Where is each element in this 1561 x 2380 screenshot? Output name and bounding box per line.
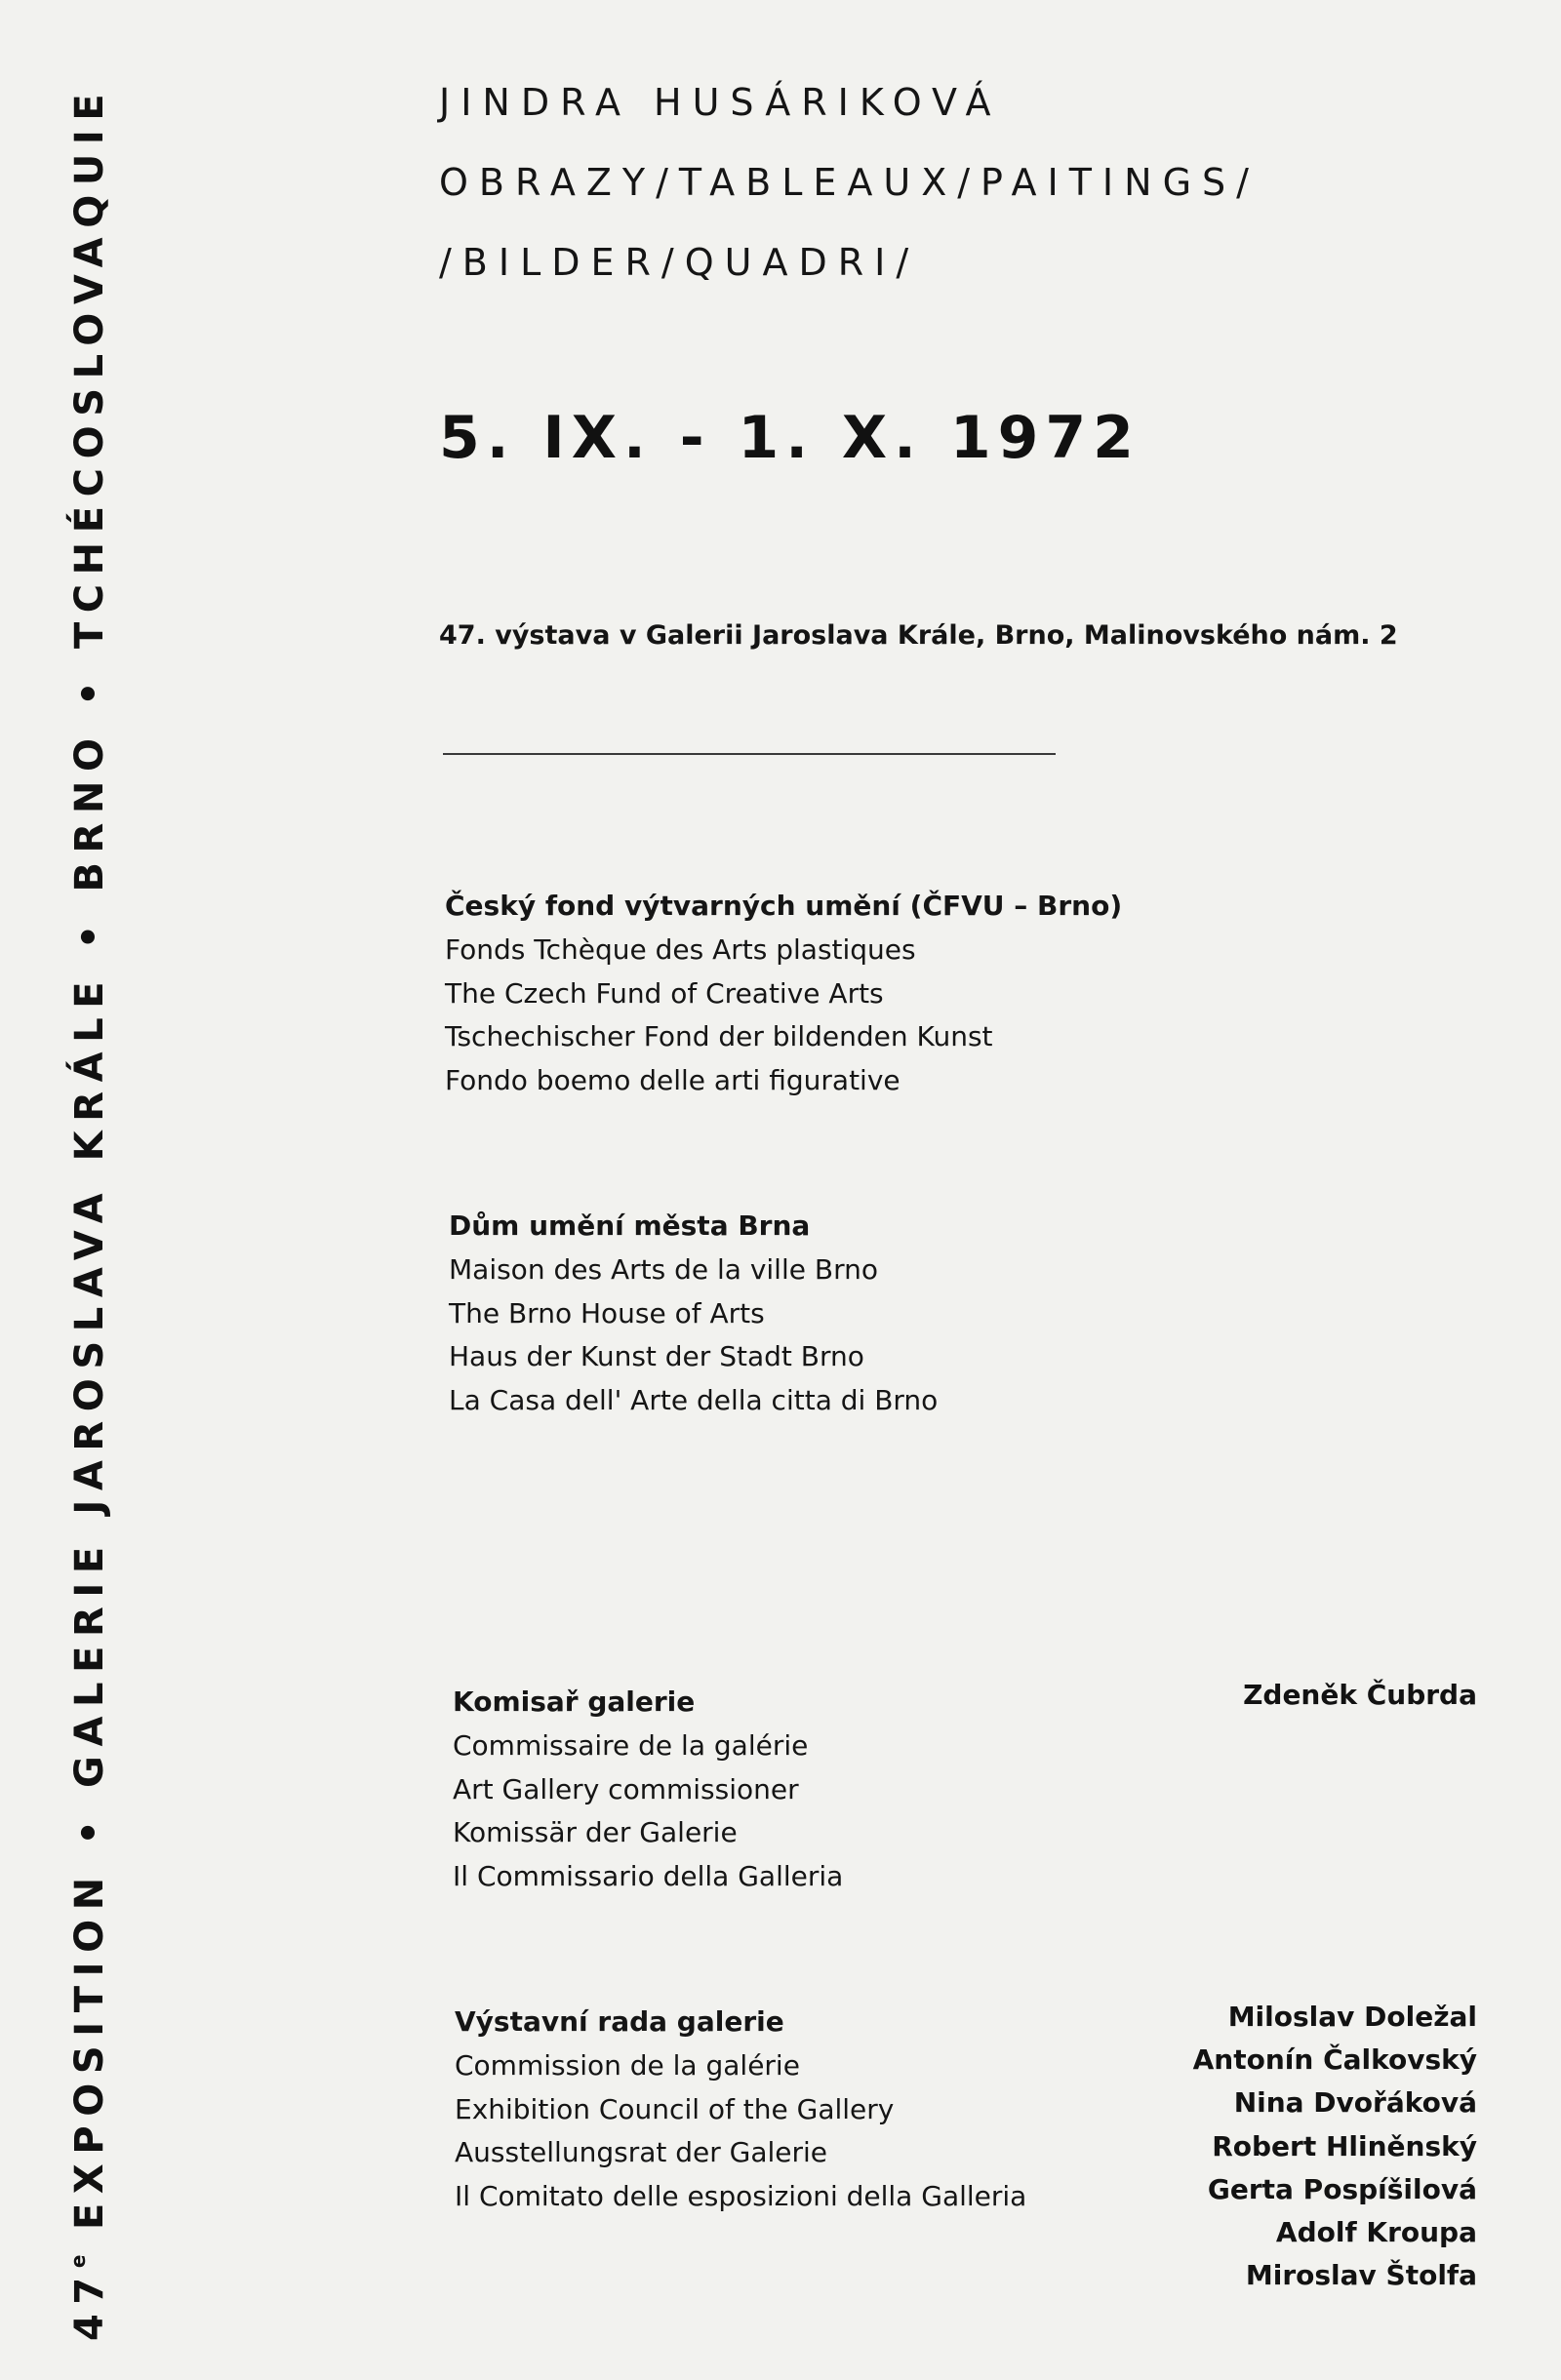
council-member-name: Nina Dvořáková	[1233, 2086, 1477, 2120]
title-subtitle-line-2: /BILDER/QUADRI/	[439, 241, 920, 284]
page-title	[439, 62, 1260, 302]
organizer-heading: Dům umění města Brna	[449, 1210, 811, 1242]
divider-rule	[443, 753, 1056, 755]
council-member-name: Miroslav Štolfa	[1245, 2259, 1477, 2292]
commissioner-block	[453, 1680, 843, 1898]
organizer-line-it: Fondo boemo delle arti figurative	[445, 1063, 901, 1096]
title-subtitle-line-1: OBRAZY/TABLEAUX/PAITINGS/	[439, 161, 1260, 204]
council-member-name: Robert Hliněnský	[1212, 2129, 1477, 2162]
commissioner-line-fr: Commissaire de la galérie	[453, 1729, 809, 1762]
commissioner-line-en: Art Gallery commissioner	[453, 1772, 799, 1805]
council-member-name: Adolf Kroupa	[1275, 2216, 1477, 2249]
council-line-it: Il Comitato delle esposizioni della Galleria	[455, 2179, 1027, 2212]
spine-number: 47	[67, 2268, 112, 2341]
venue-line: 47. výstava v Galerii Jaroslava Krále, Brno, Malinovského nám. 2	[439, 620, 1398, 651]
commissioner-names	[1243, 1674, 1477, 1717]
organizer-line-fr: Fonds Tchèque des Arts plastiques	[445, 933, 916, 966]
spine-superscript: e	[66, 2252, 90, 2269]
council-block	[455, 2000, 1026, 2218]
council-member-name: Gerta Pospíšilová	[1207, 2172, 1477, 2205]
council-member-name: Antonín Čalkovský	[1192, 2043, 1477, 2077]
council-heading: Výstavní rada galerie	[455, 2005, 784, 2038]
commissioner-name: Zdeněk Čubrda	[1243, 1679, 1477, 1711]
organizer-line-en: The Czech Fund of Creative Arts	[445, 976, 884, 1010]
title-artist: JINDRA HUSÁRIKOVÁ	[439, 81, 1002, 124]
vertical-spine-text	[66, 59, 112, 2341]
organizer-block-cfvu	[445, 884, 1122, 1102]
exhibition-dates: 5. IX. - 1. X. 1972	[439, 404, 1141, 472]
council-line-en: Exhibition Council of the Gallery	[455, 2092, 895, 2125]
council-line-de: Ausstellungsrat der Galerie	[455, 2136, 828, 2168]
organizer-block-dum-umeni	[449, 1204, 938, 1422]
organizer-line-de: Haus der Kunst der Stadt Brno	[449, 1340, 864, 1372]
commissioner-heading: Komisař galerie	[453, 1686, 696, 1718]
organizer-heading: Český fond výtvarných umění (ČFVU – Brno)	[445, 890, 1123, 922]
council-names	[1193, 1996, 1477, 2297]
organizer-line-it: La Casa dell' Arte della citta di Brno	[449, 1383, 939, 1416]
organizer-line-de: Tschechischer Fond der bildenden Kunst	[445, 1020, 993, 1052]
council-member-name: Miloslav Doležal	[1227, 2001, 1477, 2033]
spine-label: EXPOSITION • GALERIE JAROSLAVA KRÁLE • BRNO • TCHÉCOSLOVAQUIE	[67, 84, 112, 2253]
commissioner-line-it: Il Commissario della Galleria	[453, 1859, 844, 1892]
organizer-line-en: The Brno House of Arts	[449, 1296, 765, 1329]
organizer-line-fr: Maison des Arts de la ville Brno	[449, 1253, 878, 1286]
commissioner-line-de: Komissär der Galerie	[453, 1816, 738, 1848]
council-line-fr: Commission de la galérie	[455, 2049, 800, 2082]
